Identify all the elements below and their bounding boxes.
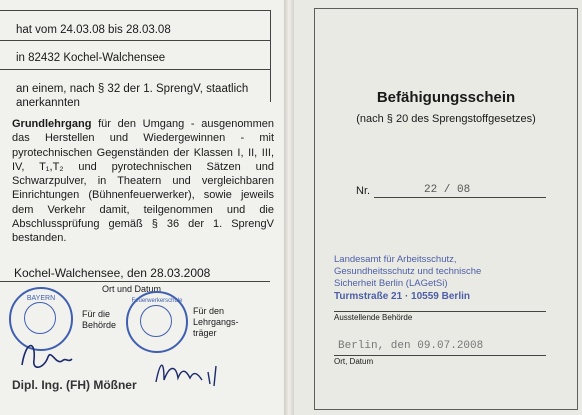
course-paragraph [12,117,274,246]
issue-underline [334,355,546,356]
place-date: Kochel-Walchensee, den 28.03.2008 [14,266,211,280]
signature-right [150,352,240,392]
signatory-name: Dipl. Ing. (FH) Mößner [12,378,137,392]
issuer-caption: Ausstellende Behörde [334,313,413,322]
agency-line-2: Gesundheitsschutz und technische [334,266,482,277]
agency-line-1: Landesamt für Arbeitsschutz, [334,254,457,265]
course-name: Grundlehrgang [12,118,92,130]
left-page [0,0,284,415]
stamp-inner-ring [140,305,172,337]
period-line: hat vom 24.03.08 bis 28.03.08 [16,24,171,36]
divider [0,40,270,41]
trainer-label-2: Lehrgangs- [193,317,239,327]
divider [0,10,270,11]
stamp-inner-ring [24,302,56,334]
number-value: 22 / 08 [424,184,471,196]
divider [0,69,270,70]
document-subtitle: (nach § 20 des Sprengstoffgesetzes) [356,113,536,125]
basis-line-1: an einem, nach § 32 der 1. SprengV, staatlich [16,83,249,95]
authority-label-1: Für die [82,309,111,319]
stamp-text: BAYERN [26,295,56,302]
trainer-label-1: Für den [193,306,225,316]
document-title: Befähigungsschein [376,89,516,106]
agency-line-3: Sicherheit Berlin (LAGetSi) [334,278,448,289]
trainer-label-3: träger [193,328,217,338]
issue-caption: Ort, Datum [334,357,374,366]
spine [284,0,294,415]
basis-line-2: anerkannten [16,97,80,109]
location-line: in 82432 Kochel-Walchensee [16,52,166,64]
number-underline [374,197,546,198]
issuer-underline [334,311,546,312]
issue-place-date: Berlin, den 09.07.2008 [338,340,484,352]
right-page [294,0,582,415]
stamp-text: Feuerwerkerschule [131,298,183,304]
authority-label-2: Behörde [82,320,117,330]
trainer-stamp [126,291,188,353]
course-description: für den Umgang - ausgenommen das Herstellen und Wiedergewinnen - mit pyrotechnischen Gegenständen der Klassen I, II, III, IV, T₁,T₂ und pyrotechnischen Sätzen und Schwarzpulver, in Theatern und vergleichbaren Einrichtungen (Bühnenfeuerwerker), sowie jeweils dem Verkehr damit, teilgenommen und die Abschlussprüfung gemäß § 36 der 1. SprengV bestanden. [12,118,274,245]
place-date-caption: Ort und Datum [102,284,162,294]
agency-line-4: Turmstraße 21 · 10559 Berlin [334,291,470,302]
signature-left [14,335,74,377]
number-label: Nr. [356,185,371,197]
divider [270,10,271,102]
